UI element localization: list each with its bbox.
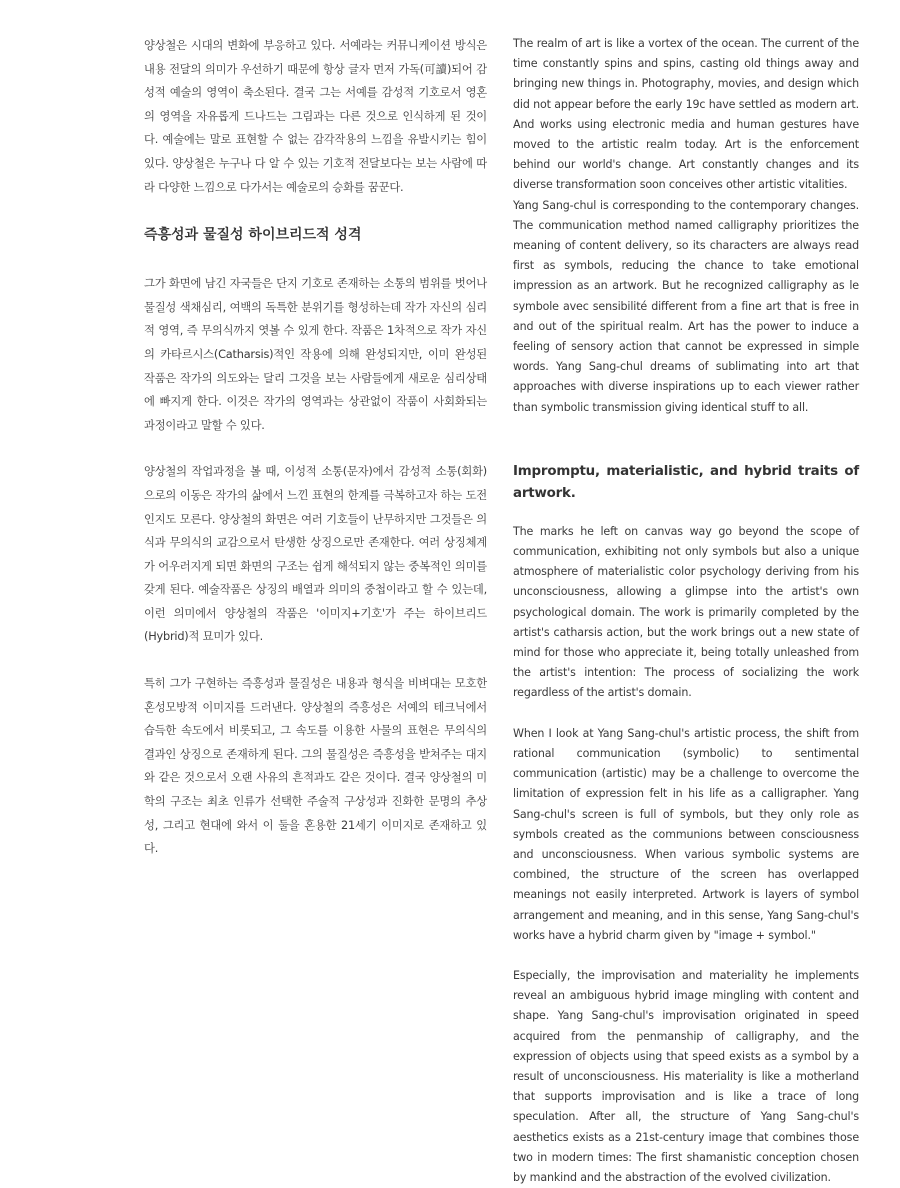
english-section-heading: Impromptu, materialistic, and hybrid traits of artwork.: [513, 463, 859, 501]
korean-intro-paragraph: 양상철은 시대의 변화에 부응하고 있다. 서예라는 커뮤니케이션 방식은 내용 전달의 의미가 우선하기 때문에 항상 글자 먼저 가독(可讀)되어 감성적 예술의 영역이 축소된다. 결국 그는 서예를 감성적 기호로서 영혼의 영역을 자유롭게 드나드는 그림과는 다른 것으로 인식하게 된 것이다. 예술에는 말로 표현할 수 없는 감각작용의 느낌을 유발시키는 힘이 있다. 양상철은 누구나 다 알 수 있는 기호적 전달보다는 보는 사람에 따라 다양한 느낌으로 다가서는 예술로의 승화를 꿈꾼다.: [144, 39, 487, 194]
english-intro-paragraph-2: Yang Sang-chul is corresponding to the contemporary changes. The communication method named calligraphy prioritizes the meaning of content delivery, so its characters are always read first as symbols, reducing the chance to take emotional impression as an artwork. But he recognized calligraphy as le symbole avec sensibilité different from a fine art that is free in and out of the spiritual realm. Art has the power to induce a feeling of sensory action that cannot be expressed in simple words. Yang Sang-chul dreams of sublimating into art that approaches with diverse inspirations up to each viewer rather than symbolic transmission giving identical stuff to all.: [513, 198, 859, 414]
korean-paragraph-2: 양상철의 작업과정을 볼 때, 이성적 소통(문자)에서 감성적 소통(회화)으로의 이동은 작가의 삶에서 느낀 표현의 한계를 극복하고자 하는 도전인지도 모른다. 양상철의 화면은 여러 기호들이 난무하지만 그것들은 의식과 무의식의 교감으로서 탄생한 상징으로만 존재한다. 여러 상징체계가 어우러지게 되면 화면의 구조는 쉽게 해석되지 않는 중복적인 의미를 갖게 된다. 예술작품은 상징의 배열과 의미의 중첩이라고 할 수 있는데, 이런 의미에서 양상철의 작품은 '이미지+기호'가 주는 하이브리드(Hybrid)적 묘미가 있다.: [144, 465, 487, 644]
korean-paragraph-3: 특히 그가 구현하는 즉흥성과 물질성은 내용과 형식을 비벼대는 모호한 혼성모방적 이미지를 드러낸다. 양상철의 즉흥성은 서예의 테크닉에서 습득한 속도에서 비롯되고, 그 속도를 이용한 사물의 표현은 무의식의 결과인 상징으로 존재하게 된다. 그의 물질성은 즉흥성을 받쳐주는 대지와 같은 것으로서 오랜 사유의 흔적과도 같은 것이다. 결국 양상철의 미학의 구조는 최초 인류가 선택한 주술적 구상성과 진화한 문명의 추상성, 그리고 현대에 와서 이 둘을 혼용한 21세기 이미지로 존재하고 있다.: [144, 677, 487, 856]
english-paragraph-1: The marks he left on canvas way go beyond the scope of communication, exhibiting not only symbols but also a unique atmosphere of materialistic color psychology deriving from his unconsciousness, allowing a glimpse into the artist's own psychological domain. The work is primarily completed by the artist's catharsis action, but the work brings out a new state of mind for those who appreciate it, being totally unleashed from the artist's intention: The process of socializing the work regardless of the artist's domain.: [513, 524, 859, 700]
korean-paragraph-1: 그가 화면에 남긴 자국들은 단지 기호로 존재하는 소통의 범위를 벗어나 물질성 색채심리, 여백의 독특한 분위기를 형성하는데 작가 자신의 심리적 영역, 즉 무의식까지 엿볼 수 있게 한다. 작품은 1차적으로 작가 자신의 카타르시스(Catharsis)적인 작용에 의해 완성되지만, 이미 완성된 작품은 작가의 의도와는 달리 그것을 보는 사람들에게 새로운 심리상태에 빠지게 한다. 이것은 작가의 영역과는 상관없이 작품이 사회화되는 과정이라고 말할 수 있다.: [144, 277, 487, 432]
korean-column: [144, 34, 487, 861]
english-paragraph-2: When I look at Yang Sang-chul's artistic process, the shift from rational communication (symbolic) to sentimental communication (artistic) may be a challenge to overcome the limitation of expression felt in his life as a calligrapher. Yang Sang-chul's screen is full of symbols, but they only role as symbols created as the communions between consciousness and unconsciousness. When various symbolic systems are combined, the structure of the screen has overlapped meanings not easily interpreted. Artwork is layers of symbol arrangement and meaning, and in this sense, Yang Sang-chul's works have a hybrid charm given by "image + symbol.": [513, 726, 859, 942]
english-column: [513, 34, 859, 1188]
english-intro-paragraph-1: The realm of art is like a vortex of the ocean. The current of the time constantly spins and spins, casting old things away and bringing new things in. Photography, movies, and design which did not appear before the early 19c have settled as modern art. And works using electronic media and human gestures have moved to the artistic realm today. Art is the enforcement behind our world's change. Art constantly changes and its diverse transformation soon conceives other artistic vitalities.: [513, 37, 859, 192]
english-paragraph-3: Especially, the improvisation and materiality he implements reveal an ambiguous hybrid image mingling with content and shape. Yang Sang-chul's improvisation originated in speed acquired from the penmanship of calligraphy, and the expression of objects using that speed exists as a symbol by a result of unconsciousness. His materiality is like a motherland that supports improvisation and is like a trace of long speculation. After all, the structure of Yang Sang-chul's aesthetics exists as a 21st-century image that combines those two in modern times: The first shamanistic conception chosen by mankind and the abstraction of the evolved civilization.: [513, 968, 859, 1184]
korean-section-heading: 즉흥성과 물질성 하이브리드적 성격: [144, 227, 362, 244]
